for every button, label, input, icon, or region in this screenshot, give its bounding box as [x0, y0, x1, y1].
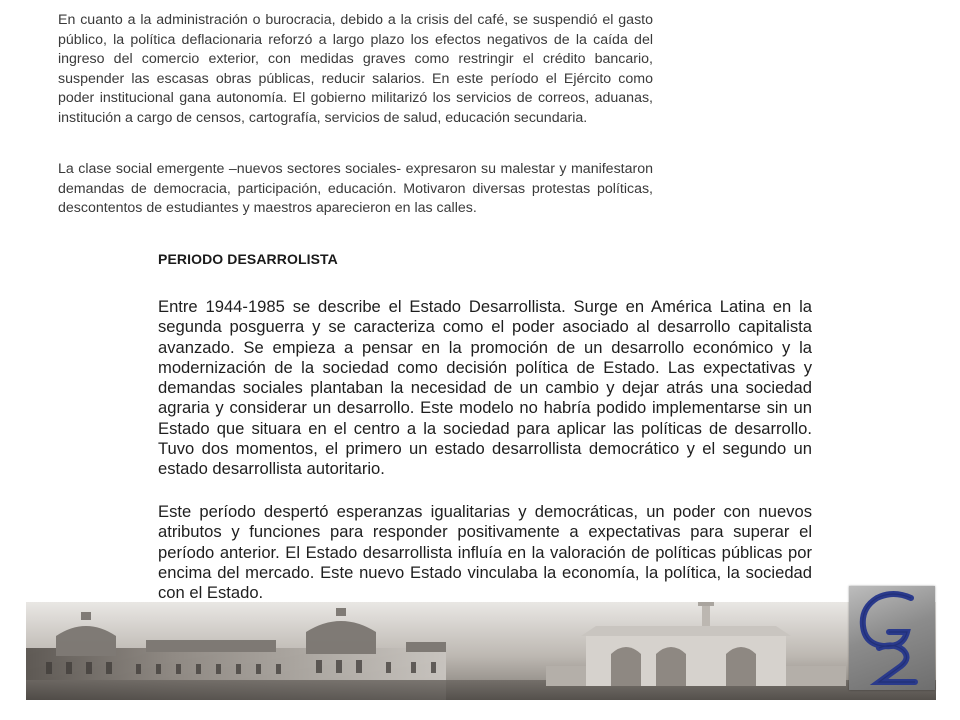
paragraph-clase-social: La clase social emergente –nuevos sectores sociales- expresaron su malestar y manifestaron demandas de democracia, participación, educación. Motivaron diversas protestas políticas, descontentos de estudiantes y maestros aparecieron en las calles.	[58, 161, 653, 217]
paragraph-esperanzas: Este período despertó esperanzas igualitarias y democráticas, un poder con nuevos atributos y funciones para responder positivamente a expectativas para superar el período anterior. El Estado desarrollista influía en la valoración de políticas públicas por encima del mercado. Este nuevo Estado vinculaba la economía, la política, la sociedad con el Estado.	[158, 502, 812, 603]
paragraph-administracion: En cuanto a la administración o burocracia, debido a la crisis del café, se suspendió el gasto público, la política deflacionaria reforzó a largo plazo los efectos negativos de la caída del ingreso del comercio exterior, con medidas graves como restringir el crédito bancario, suspender las escasas obras públicas, reducir salarios. En este período el Ejército como poder institucional gana autonomía. El gobierno militarizó los servicios de correos, aduanas, institución a cargo de censos, cartografía, servicios de salud, educación secundaria.	[58, 12, 653, 126]
historic-buildings-banner	[26, 602, 936, 700]
g2-logo-icon	[849, 586, 935, 690]
logo-box	[849, 586, 935, 690]
paragraph-estado-desarrollista: Entre 1944-1985 se describe el Estado Desarrollista. Surge en América Latina en la segunda posguerra y se caracteriza como el poder asociado al desarrollo capitalista avanzado. Se empieza a pensar en la promoción de un desarrollo económico y la modernización de la sociedad como decisión política de Estado. Las expectativas y demandas sociales plantaban la necesidad de un cambio y dejar atrás una sociedad agraria y considerar un desarrollo. Este modelo no habría podido implementarse sin un Estado que situara en el centro a la sociedad para aplicar las políticas de desarrollo. Tuvo dos momentos, el primero un estado desarrollista democrático y el segundo un estado desarrollista autoritario.	[158, 297, 812, 479]
banner-illustration	[26, 602, 936, 700]
section-title: PERIODO DESARROLISTA	[158, 251, 338, 267]
